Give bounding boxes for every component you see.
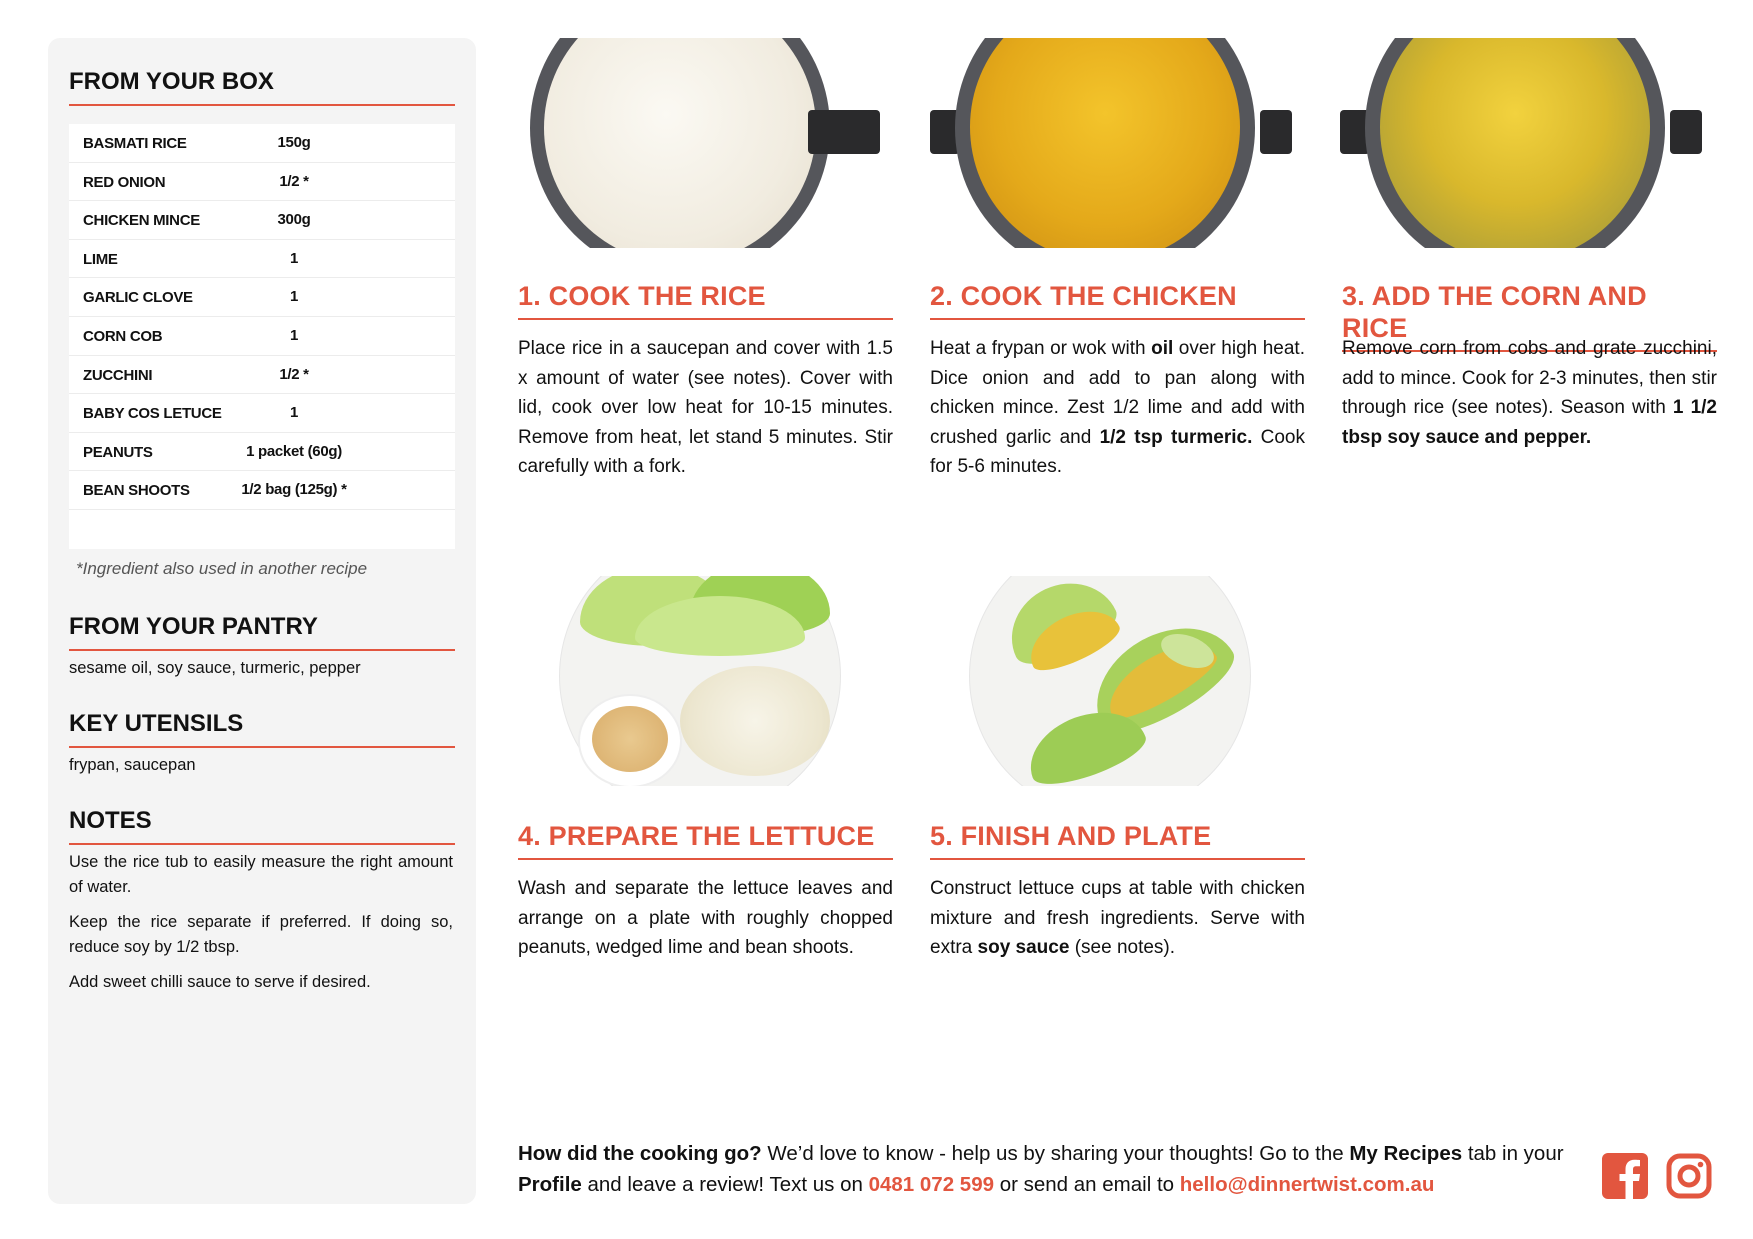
instagram-icon[interactable] <box>1666 1153 1712 1199</box>
ingredient-quantity: 150g <box>277 134 311 151</box>
emphasis-text: 1/2 tsp turmeric. <box>1099 426 1253 448</box>
body-text: Wash and separate the lettuce leaves and arrange on a plate with roughly chopped peanuts, wedged lime and bean shoots. <box>518 878 893 958</box>
footer-text: My Recipes <box>1349 1142 1463 1165</box>
step-2-image <box>930 38 1292 248</box>
ingredient-row <box>69 240 455 279</box>
ingredients-sidebar <box>48 38 476 1204</box>
emphasis-text: soy sauce <box>977 937 1070 958</box>
footer-text: Profile <box>518 1173 582 1196</box>
step-2-title: 2. COOK THE CHICKEN <box>930 280 1305 320</box>
box-title: FROM YOUR BOX <box>69 68 455 106</box>
ingredient-name: BEAN SHOOTS <box>83 482 190 500</box>
ingredient-quantity: 1 packet (60g) <box>246 442 342 460</box>
ingredient-row <box>69 471 455 510</box>
emphasis-text: oil <box>1151 338 1174 359</box>
ingredient-row <box>69 124 455 163</box>
ingredient-row <box>69 356 455 395</box>
step-2-body <box>930 334 1305 482</box>
footer-text: or send an email to <box>994 1173 1180 1196</box>
ingredient-name: PEANUTS <box>83 443 153 461</box>
ingredient-quantity: 1/2 * <box>279 172 309 190</box>
ingredient-row <box>69 433 455 472</box>
step-4-title: 4. PREPARE THE LETTUCE <box>518 820 893 860</box>
step-3-body <box>1342 334 1717 452</box>
note-item: Use the rice tub to easily measure the right amount of water. <box>69 853 453 896</box>
body-text: Place rice in a saucepan and cover with 1.5 x amount of water (see notes). Cover with lid, cook over low heat for 10-15 minutes. Remove from heat, let stand 5 minutes. Stir carefully with a fork. <box>518 338 893 477</box>
step-5-title: 5. FINISH AND PLATE <box>930 820 1305 860</box>
footer-text: and leave a review! Text us on <box>581 1173 869 1196</box>
ingredient-name: LIME <box>83 250 118 268</box>
ingredient-name: BASMATI RICE <box>83 135 187 152</box>
pantry-text: sesame oil, soy sauce, turmeric, pepper <box>69 659 361 677</box>
step-3-image <box>1340 38 1702 248</box>
body-text: (see notes). <box>1069 937 1176 958</box>
step-1-image <box>518 38 880 248</box>
ingredient-row <box>69 317 455 356</box>
note-item: Keep the rice separate if preferred. If doing so, reduce soy by 1/2 tbsp. <box>69 913 453 956</box>
step-4-image <box>540 576 860 786</box>
step-4-body <box>518 874 893 963</box>
phone-link[interactable]: 0481 072 599 <box>868 1173 994 1196</box>
body-text: Remove corn from cobs and grate zucchini, add to mince. Cook for 2-3 minutes, then stir through rice (see notes). Season with <box>1342 338 1717 418</box>
step-1-title: 1. COOK THE RICE <box>518 280 893 320</box>
emphasis-text: 1 1/2 tbsp soy sauce and pepper. <box>1342 397 1717 448</box>
ingredient-name: ZUCCHINI <box>83 366 153 384</box>
ingredient-row <box>69 163 455 202</box>
pantry-title: FROM YOUR PANTRY <box>69 613 455 651</box>
ingredient-name: GARLIC CLOVE <box>83 289 193 307</box>
ingredient-quantity: 1/2 bag (125g) * <box>241 481 347 499</box>
ingredient-footnote: *Ingredient also used in another recipe <box>76 559 368 578</box>
notes-title: NOTES <box>69 807 455 845</box>
footer-text: How did the cooking go? <box>518 1142 762 1165</box>
step-3-title: 3. ADD THE CORN AND RICE <box>1342 280 1717 352</box>
ingredient-name: CHICKEN MINCE <box>83 212 200 230</box>
body-text: over high heat. Dice onion and add to pan along with chicken mince. Zest 1/2 lime and add with crushed garlic and <box>930 338 1305 448</box>
ingredient-quantity: 1/2 * <box>279 365 309 383</box>
body-text: Construct lettuce cups at table with chicken mixture and fresh ingredients. Serve with extra <box>930 878 1305 958</box>
step-5-body <box>930 874 1305 963</box>
step-5-image <box>965 576 1255 786</box>
email-link[interactable]: hello@dinnertwist.com.au <box>1179 1173 1435 1196</box>
ingredient-quantity: 1 <box>289 288 299 306</box>
ingredient-row <box>69 278 455 317</box>
body-text: Cook for 5-6 minutes. <box>930 426 1305 477</box>
ingredient-name: BABY COS LETUCE <box>83 405 222 423</box>
step-1-body <box>518 334 893 482</box>
footer-text: tab in your <box>1462 1142 1564 1165</box>
ingredient-name: CORN COB <box>83 328 163 345</box>
utensils-title: KEY UTENSILS <box>69 710 455 748</box>
body-text: Heat a frypan or wok with <box>930 338 1152 359</box>
ingredient-name: RED ONION <box>83 173 166 191</box>
ingredient-row <box>69 394 455 433</box>
footer-text: We’d love to know - help us by sharing your thoughts! Go to the <box>761 1142 1350 1165</box>
ingredient-quantity: 1 <box>289 249 299 267</box>
ingredient-quantity: 1 <box>289 327 299 344</box>
ingredients-table <box>69 124 455 549</box>
note-item: Add sweet chilli sauce to serve if desired. <box>69 973 371 991</box>
ingredient-quantity: 1 <box>289 404 299 422</box>
feedback-footer <box>518 1138 1578 1200</box>
ingredient-quantity: 300g <box>277 211 311 229</box>
ingredient-row <box>69 201 455 240</box>
facebook-icon[interactable] <box>1602 1153 1648 1199</box>
utensils-text: frypan, saucepan <box>69 756 196 774</box>
